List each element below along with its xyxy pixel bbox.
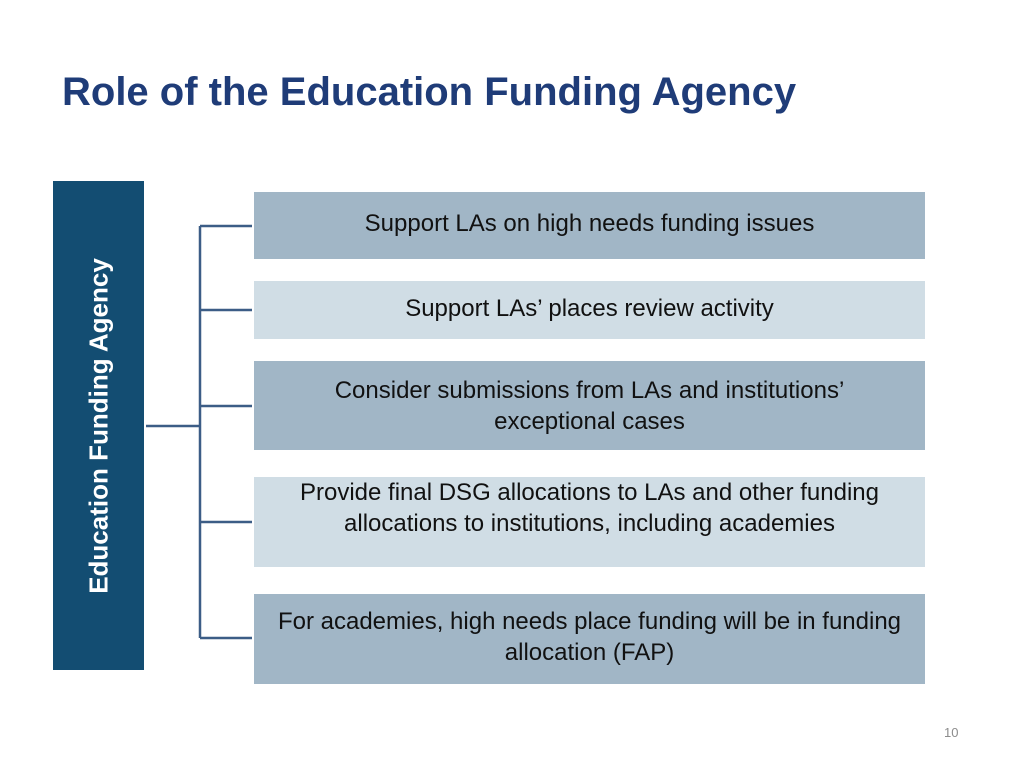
role-item-text: Provide final DSG allocations to LAs and other funding allocations to institutions, including academies: [299, 479, 879, 537]
page-title: Role of the Education Funding Agency: [62, 70, 797, 114]
role-item-text: Support LAs on high needs funding issues: [364, 210, 815, 237]
role-item: [254, 594, 925, 684]
role-item-text: For academies, high needs place funding will be in funding allocation (FAP): [277, 608, 902, 666]
agency-label: Education Funding Agency: [83, 257, 113, 594]
role-item: [254, 192, 925, 259]
role-item: [254, 361, 925, 450]
page-number: 10: [944, 725, 959, 740]
role-item-text: Support LAs’ places review activity: [405, 295, 774, 322]
role-item: [254, 281, 925, 339]
role-item-text: Consider submissions from LAs and institutions’ exceptional cases: [334, 377, 845, 435]
role-item: [254, 477, 925, 567]
